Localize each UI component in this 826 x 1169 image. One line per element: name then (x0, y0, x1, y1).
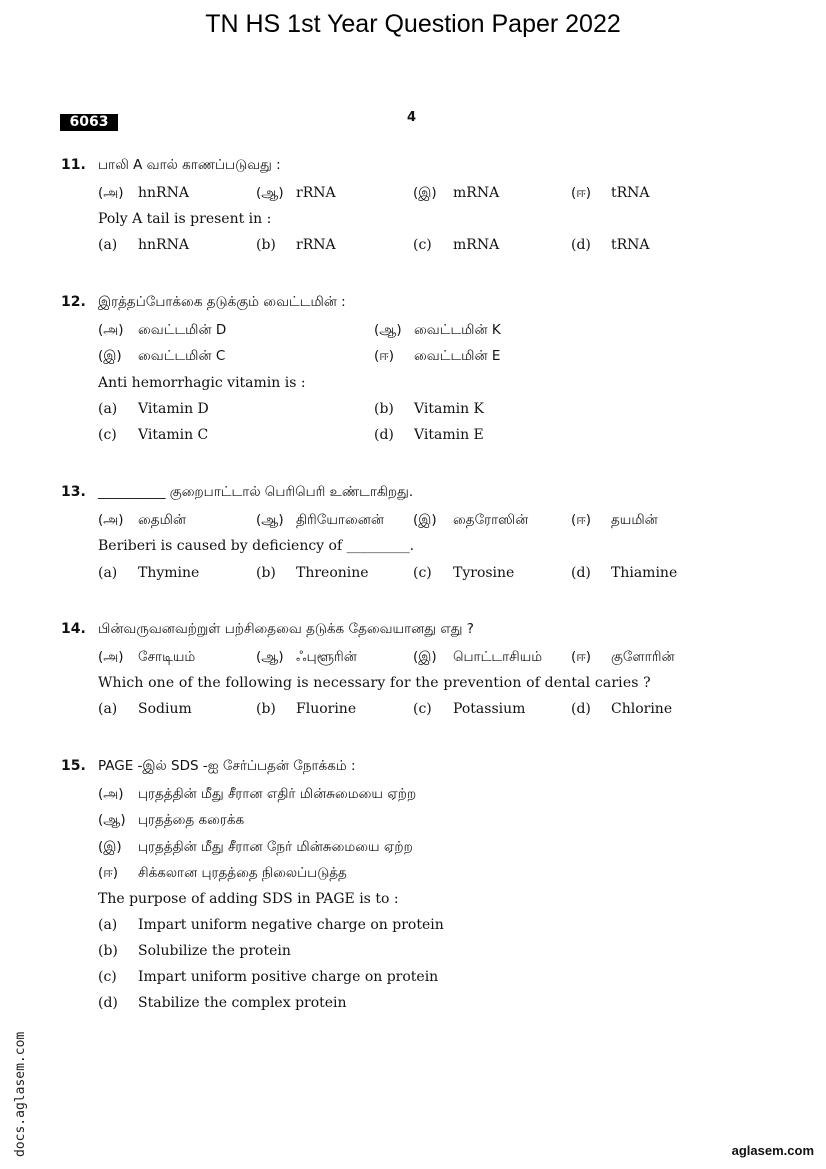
option-english-c: (c) Tyrosine (413, 565, 515, 581)
question-text-english: Anti hemorrhagic vitamin is : (98, 375, 306, 391)
option-tamil-d: (ஈ) tRNA (571, 185, 650, 201)
option-tamil-d: (ஈ) குளோரின் (571, 649, 675, 665)
question-text-english: Beriberi is caused by deficiency of _________. (98, 538, 415, 554)
footer-brand: aglasem.com (731, 1143, 814, 1158)
option-english-c: (c) Impart uniform positive charge on protein (98, 969, 439, 985)
option-english-b: (b) Threonine (256, 565, 369, 581)
question-number: 11. (61, 157, 86, 173)
question-text-english: Poly A tail is present in : (98, 211, 272, 227)
option-tamil-b: (ஆ) rRNA (256, 185, 336, 201)
option-tamil-c: (இ) புரதத்தின் மீது சீரான நேர் மின்சுமையை ஏற்ற (98, 839, 413, 855)
option-english-d: (d) Chlorine (571, 701, 673, 717)
option-english-d: (d) Vitamin E (374, 427, 484, 443)
option-english-c: (c) Potassium (413, 701, 526, 717)
paper-code-badge: 6063 (60, 114, 118, 131)
option-english-d: (d) Stabilize the complex protein (98, 995, 347, 1011)
option-tamil-b: (ஆ) வைட்டமின் K (374, 322, 501, 338)
option-tamil-b: (ஆ) திரியோனைன் (256, 512, 384, 528)
option-english-a: (a) Thymine (98, 565, 200, 581)
option-tamil-c: (இ) தைரோஸின் (413, 512, 529, 528)
option-english-a: (a) Vitamin D (98, 401, 209, 417)
question-text-english: The purpose of adding SDS in PAGE is to : (98, 891, 399, 907)
question-text-tamil: பாலி A வால் காணப்படுவது : (98, 157, 281, 173)
question-number: 15. (61, 758, 86, 774)
option-english-b: (b) rRNA (256, 237, 336, 253)
question-text-tamil: __________ குறைபாட்டால் பெரிபெரி உண்டாகிறது. (98, 484, 414, 500)
option-tamil-a: (அ) hnRNA (98, 185, 189, 201)
question-text-tamil: இரத்தப்போக்கை தடுக்கும் வைட்டமின் : (98, 294, 346, 310)
option-english-a: (a) Impart uniform negative charge on protein (98, 917, 444, 933)
option-english-d: (d) tRNA (571, 237, 650, 253)
option-tamil-a: (அ) வைட்டமின் D (98, 322, 227, 338)
option-english-b: (b) Solubilize the protein (98, 943, 291, 959)
question-number: 14. (61, 621, 86, 637)
option-tamil-d: (ஈ) சிக்கலான புரதத்தை நிலைப்படுத்த (98, 865, 347, 881)
option-english-a: (a) hnRNA (98, 237, 189, 253)
option-english-b: (b) Vitamin K (374, 401, 484, 417)
question-number: 12. (61, 294, 86, 310)
option-tamil-a: (அ) சோடியம் (98, 649, 196, 665)
option-tamil-b: (ஆ) புரதத்தை கரைக்க (98, 812, 245, 828)
question-text-tamil: பின்வருவனவற்றுள் பற்சிதைவை தடுக்க தேவையானது எது ? (98, 621, 474, 637)
side-watermark: docs.aglasem.com (13, 1031, 28, 1157)
option-tamil-c: (இ) பொட்டாசியம் (413, 649, 543, 665)
option-english-c: (c) mRNA (413, 237, 500, 253)
question-number: 13. (61, 484, 86, 500)
option-english-b: (b) Fluorine (256, 701, 357, 717)
option-tamil-c: (இ) mRNA (413, 185, 500, 201)
question-text-english: Which one of the following is necessary for the prevention of dental caries ? (98, 675, 651, 691)
page-title: TN HS 1st Year Question Paper 2022 (205, 10, 621, 38)
page-number: 4 (407, 110, 417, 125)
option-english-d: (d) Thiamine (571, 565, 678, 581)
option-tamil-d: (ஈ) தயமின் (571, 512, 658, 528)
option-tamil-b: (ஆ) ஃபுளூரின் (256, 649, 357, 665)
option-tamil-a: (அ) தைமின் (98, 512, 186, 528)
option-tamil-a: (அ) புரதத்தின் மீது சீரான எதிர் மின்சுமையை ஏற்ற (98, 786, 417, 802)
option-english-c: (c) Vitamin C (98, 427, 209, 443)
option-tamil-d: (ஈ) வைட்டமின் E (374, 348, 501, 364)
question-text-tamil: PAGE -இல் SDS -ஐ சேர்ப்பதன் நோக்கம் : (98, 758, 356, 774)
option-english-a: (a) Sodium (98, 701, 192, 717)
option-tamil-c: (இ) வைட்டமின் C (98, 348, 226, 364)
